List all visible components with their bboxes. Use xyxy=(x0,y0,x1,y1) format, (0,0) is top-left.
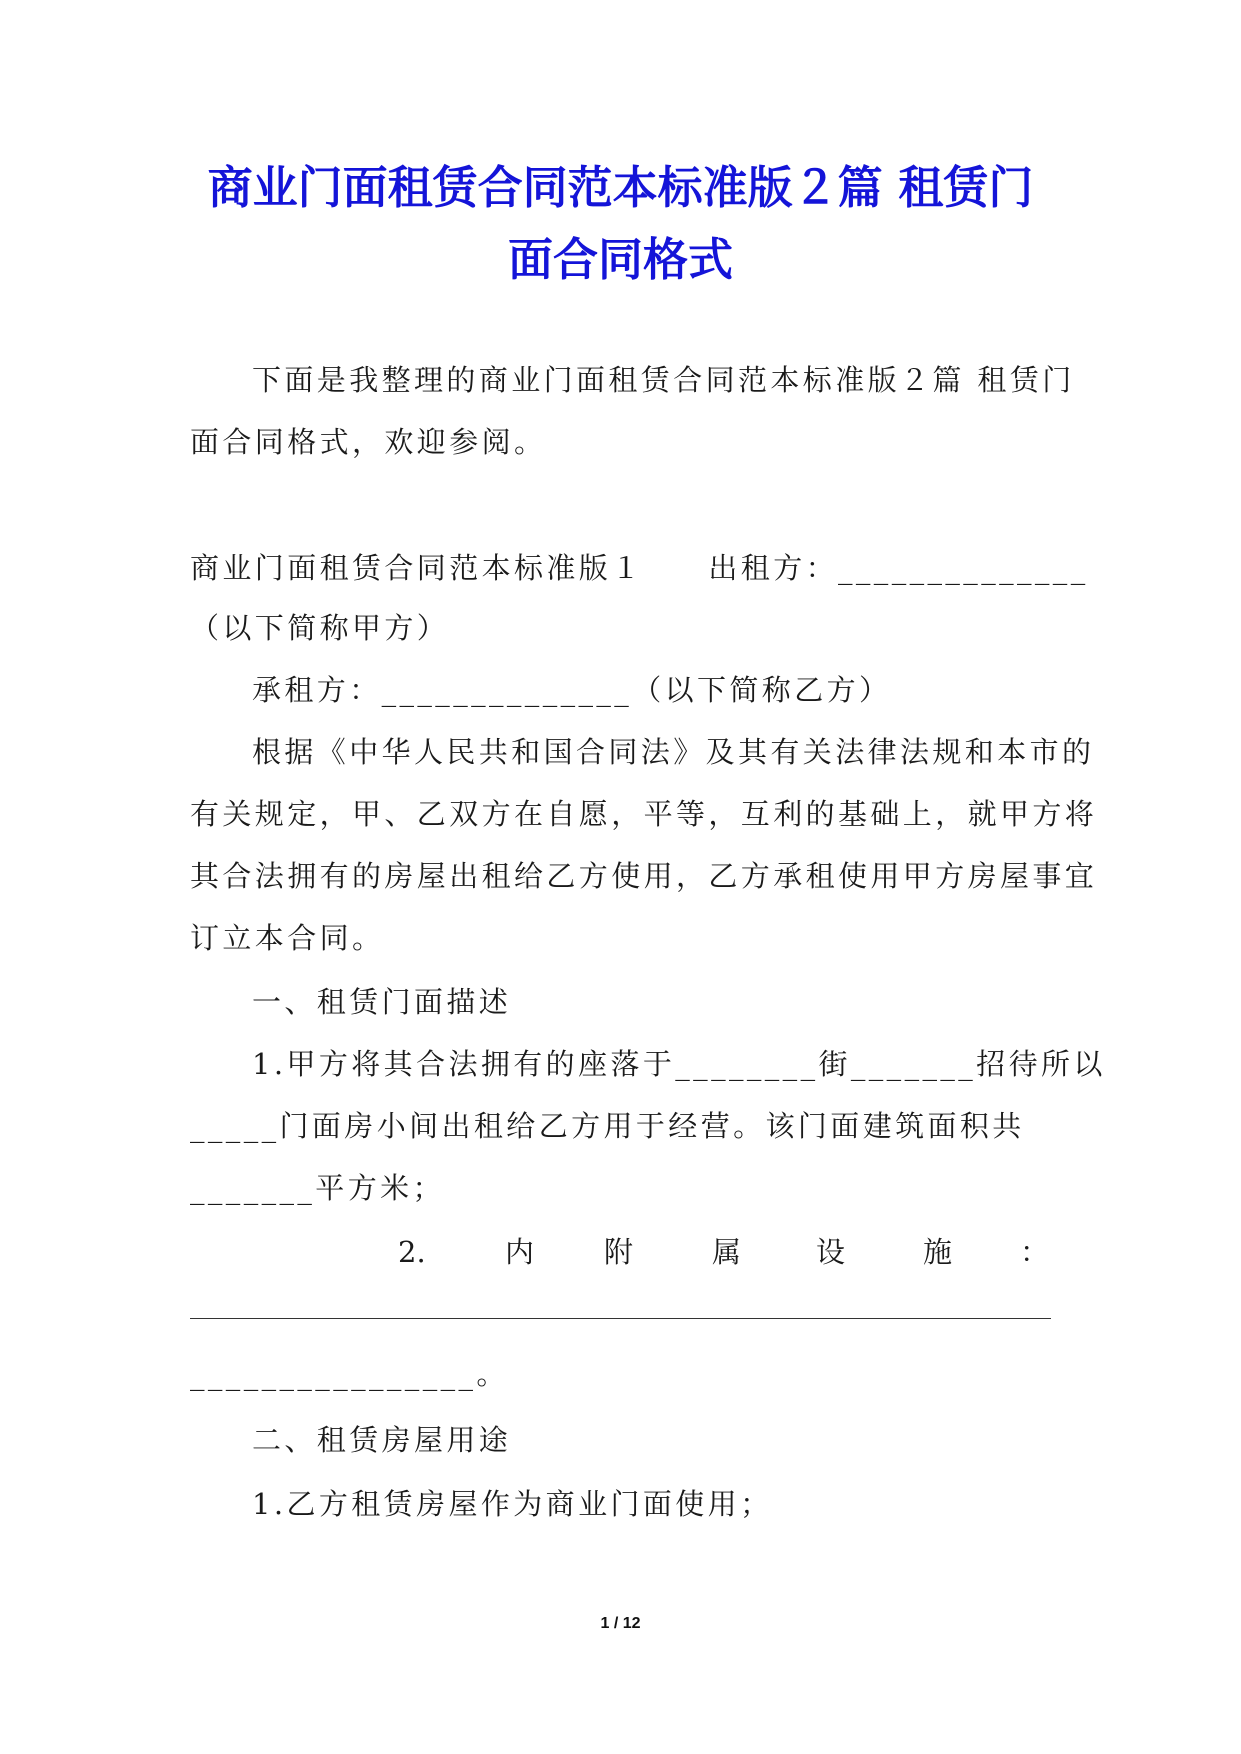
document-title xyxy=(190,152,1051,296)
intro-line-1: 下面是我整理的商业门面租赁合同范本标准版２篇 租赁门 xyxy=(252,363,1075,397)
basis-line-2: 有关规定，甲、乙双方在自愿，平等，互利的基础上，就甲方将 xyxy=(190,797,1098,831)
blank-fill-line xyxy=(190,1318,1051,1319)
item2-char-5: 设 xyxy=(816,1235,846,1269)
item1-line-3: _______平方米； xyxy=(190,1171,445,1205)
item2-char-2: 内 xyxy=(505,1235,535,1269)
item2-char-7: ： xyxy=(1020,1235,1050,1269)
section1-line-2: （以下简称甲方） xyxy=(190,611,450,645)
title-line-2: 面合同格式 xyxy=(507,233,733,286)
lessee-line: 承租方：______________（以下简称乙方） xyxy=(252,673,892,707)
item1-line-1: 1.甲方将其合法拥有的座落于________街_______招待所以 xyxy=(252,1047,1106,1081)
item2-char-4: 属 xyxy=(712,1235,742,1269)
basis-line-1: 根据《中华人民共和国合同法》及其有关法律法规和本市的 xyxy=(252,735,1095,769)
item1-line-2: _____门面房小间出租给乙方用于经营。该门面建筑面积共 xyxy=(190,1109,1025,1143)
section1-line-1: 商业门面租赁合同范本标准版１ 出租方：______________ xyxy=(190,551,1089,585)
item2-char-6: 施 xyxy=(923,1235,953,1269)
item2-char-3: 附 xyxy=(604,1235,634,1269)
basis-line-3: 其合法拥有的房屋出租给乙方使用，乙方承租使用甲方房屋事宜 xyxy=(190,859,1098,893)
item2-end: ________________。 xyxy=(190,1357,509,1391)
heading-lease-usage: 二、租赁房屋用途 xyxy=(252,1423,512,1457)
heading-lease-description: 一、租赁门面描述 xyxy=(252,985,512,1019)
page-number: 1 / 12 xyxy=(600,1615,641,1632)
basis-line-4: 订立本合同。 xyxy=(190,921,385,955)
item2-char-1: 2. xyxy=(398,1235,426,1269)
title-line-1: 商业门面租赁合同范本标准版２篇 租赁门 xyxy=(207,161,1034,214)
usage-line-1: 1.乙方租赁房屋作为商业门面使用； xyxy=(252,1487,773,1521)
intro-line-2: 面合同格式，欢迎参阅。 xyxy=(190,425,547,459)
